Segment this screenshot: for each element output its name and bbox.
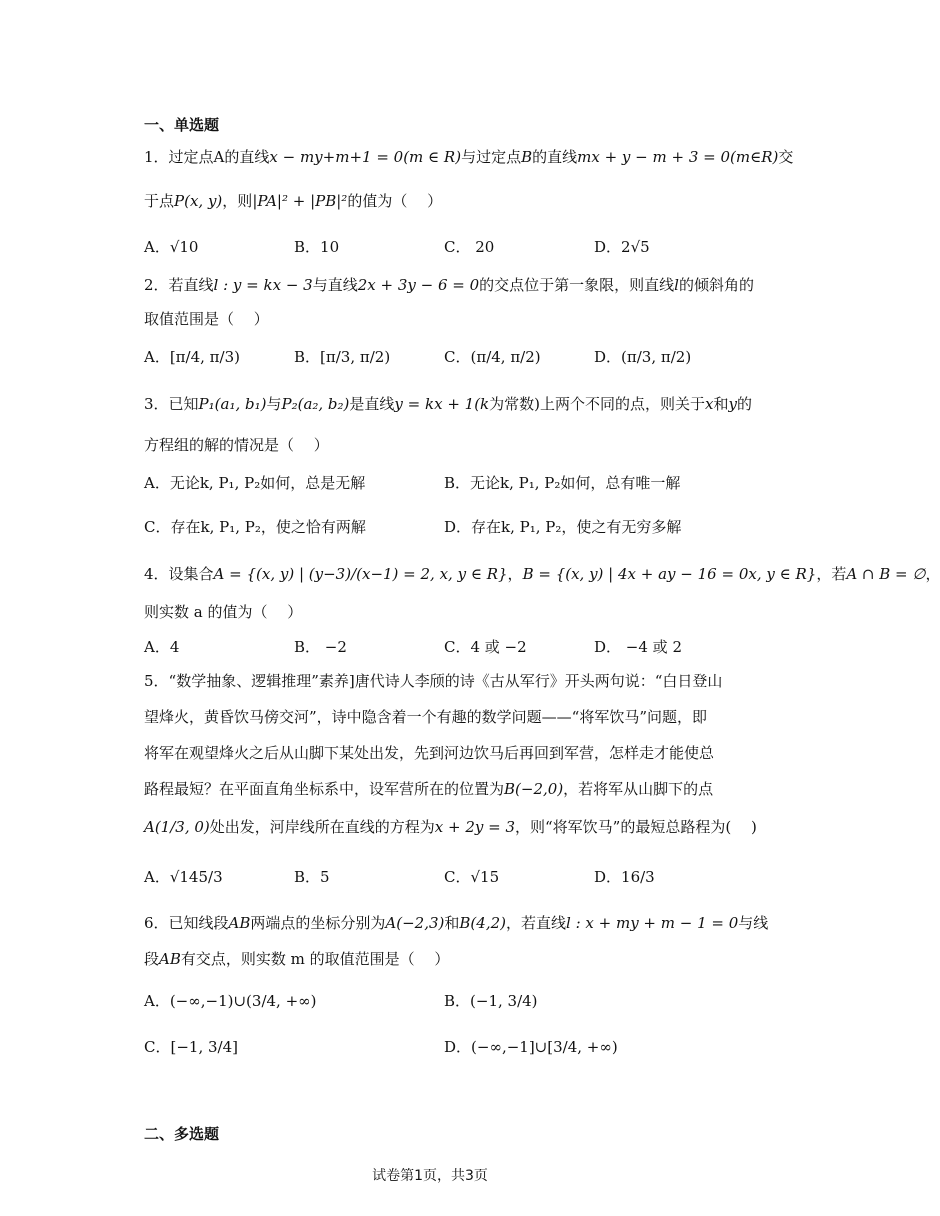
q1-text: 与过定点 [461,148,522,166]
q5-line1: 5．“数学抽象、逻辑推理”素养]唐代诗人李颀的诗《古从军行》开头两句说：“白日登山 [144,672,723,690]
q6-text: 段 [144,950,160,968]
q2-line2: 取值范围是（ ） [144,310,269,328]
q4-text: ，若 [816,565,847,583]
q5-text: 处出发，河岸线所在直线的方程为 [209,818,435,836]
q5-option-b: B．5 [294,868,330,886]
q1-text: 的直线 [532,148,578,166]
q1-option-c: C． 20 [444,238,495,256]
q1-text: 的值为（ ） [347,192,443,210]
q3-text: 3．已知 [144,395,199,413]
q1-text: 于点 [144,192,175,210]
q3-text: 和 [713,395,729,413]
q1-text: 交 [778,148,794,166]
q6-text: ，若直线 [506,914,567,932]
q6-ab: AB [228,914,251,932]
q3-option-d: D．存在k, P₁, P₂，使之有无穷多解 [444,518,682,536]
q5-line2: 望烽火，黄昏饮马傍交河”，诗中隐含着一个有趣的数学问题——“将军饮马”问题，即 [144,708,708,726]
q6-option-c: C．[−1, 3/4] [144,1038,238,1056]
q5-text: ，则“将军饮马”的最短总路程为( ) [515,818,757,836]
q5-point-a: A(1/3, 0) [144,818,210,836]
q1-line1 [144,146,793,168]
q3-y: y [728,395,737,413]
q6-point-a: A(−2,3) [385,914,445,932]
q2-eq1: l : y = kx − 3 [213,276,313,294]
q5-eq: x + 2y = 3 [434,818,516,836]
q5-line4 [144,778,713,800]
q3-p2: P₂(a₂, b₂) [281,395,350,413]
q5-text: ，若将军从山脚下的点 [563,780,714,798]
q3-option-c: C．存在k, P₁, P₂，使之恰有两解 [144,518,366,536]
q2-text: 2．若直线 [144,276,214,294]
q4-line1 [144,563,940,585]
q5-option-a: A．√145/3 [144,868,223,886]
q5-point-b: B(−2,0) [504,780,564,798]
q6-line1 [144,912,768,934]
q2-eq2: 2x + 3y − 6 = 0 [357,276,480,294]
q1-line2 [144,190,442,212]
q2-l: l [674,276,679,294]
q3-text: 为常数)上两个不同的点，则关于 [489,395,705,413]
q2-text: 与直线 [312,276,358,294]
section-title-multi: 二、多选题 [144,1125,220,1143]
q1-option-d: D．2√5 [594,238,650,256]
q1-expression: |PA|² + |PB|² [252,192,348,210]
q4-set-b: B = {(x, y) | 4x + ay − 16 = 0x, y ∈ R} [522,565,817,583]
q1-point-p: P(x, y) [174,192,223,210]
q4-option-c: C．4 或 −2 [444,638,527,656]
q3-text: 的 [736,395,752,413]
q6-text: 与线 [738,914,769,932]
section-title-single: 一、单选题 [144,116,220,134]
q6-text: 两端点的坐标分别为 [250,914,386,932]
q4-condition: A ∩ B = ∅ [846,565,926,583]
q4-option-a: A．4 [144,638,180,656]
q4-text: ， [925,565,940,583]
q6-ab: AB [159,950,181,968]
q6-option-a: A．(−∞,−1)∪(3/4, +∞) [144,992,317,1010]
q3-line2: 方程组的解的情况是（ ） [144,436,329,454]
q3-p1: P₁(a₁, b₁) [198,395,267,413]
q4-option-b: B． −2 [294,638,347,656]
q5-line3: 将军在观望烽火之后从山脚下某处出发，先到河边饮马后再回到军营，怎样走才能使总 [144,744,715,762]
q1-text: 1．过定点A的直线 [144,148,270,166]
q1-eq2: mx + y − m + 3 = 0(m∈R) [577,148,779,166]
q1-eq1: x − my+m+1 = 0(m ∈ R) [269,148,462,166]
q4-text: ， [507,565,523,583]
q3-option-b: B．无论k, P₁, P₂如何，总有唯一解 [444,474,681,492]
q5-option-c: C．√15 [444,868,500,886]
q5-line5 [144,816,757,838]
q6-eq: l : x + my + m − 1 = 0 [566,914,739,932]
q2-option-c: C．(π/4, π/2) [444,348,541,366]
q6-text: 6．已知线段 [144,914,229,932]
q3-text: 与 [266,395,282,413]
q3-x: x [705,395,714,413]
q3-text: 是直线 [349,395,395,413]
q2-text: 的倾斜角的 [678,276,754,294]
q3-line1 [144,393,752,415]
q4-set-a: A = {(x, y) | (y−3)/(x−1) = 2, x, y ∈ R} [213,565,508,583]
q6-option-b: B．(−1, 3/4) [444,992,538,1010]
q6-text: 有交点，则实数 m 的取值范围是（ ） [180,950,450,968]
q1-point-b: B [521,148,533,166]
q6-line2 [144,948,449,970]
q3-eq: y = kx + 1(k [394,395,490,413]
q4-text: 4．设集合 [144,565,214,583]
q6-option-d: D．(−∞,−1]∪[3/4, +∞) [444,1038,618,1056]
q2-option-d: D．(π/3, π/2) [594,348,692,366]
page-footer: 试卷第1页，共3页 [372,1168,488,1184]
q2-option-b: B．[π/3, π/2) [294,348,391,366]
q2-text: 的交点位于第一象限，则直线 [479,276,675,294]
q4-line2: 则实数 a 的值为（ ） [144,603,303,621]
q3-option-a: A．无论k, P₁, P₂如何，总是无解 [144,474,366,492]
q1-option-a: A．√10 [144,238,199,256]
q5-text: 路程最短？在平面直角坐标系中，设军营所在的位置为 [144,780,505,798]
q1-option-b: B．10 [294,238,340,256]
q4-option-d: D． −4 或 2 [594,638,682,656]
q5-option-d: D．16/3 [594,868,655,886]
q6-text: 和 [444,914,460,932]
q2-option-a: A．[π/4, π/3) [144,348,240,366]
q2-line1 [144,274,754,296]
q1-text: ，则 [222,192,253,210]
q6-point-b: B(4,2) [459,914,506,932]
